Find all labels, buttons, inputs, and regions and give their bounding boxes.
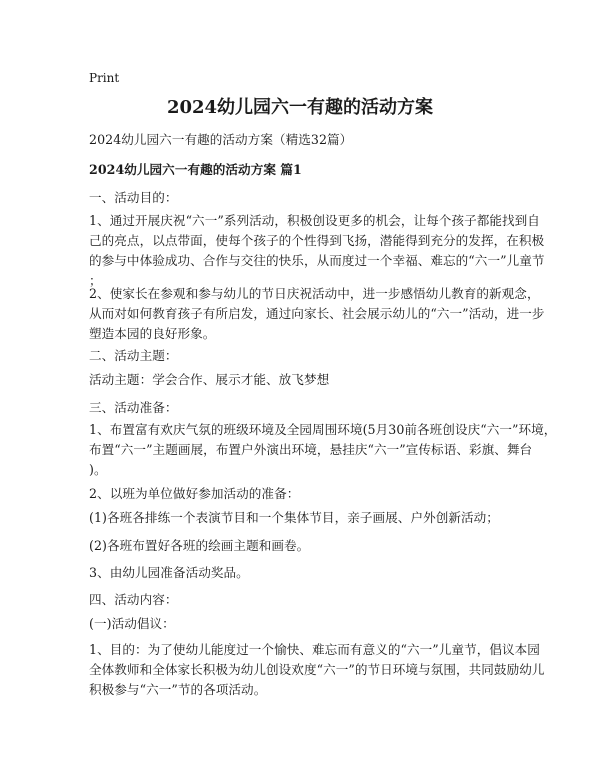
paragraph-purpose-2 (89, 284, 545, 344)
document-title: 2024幼儿园六一有趣的活动方案 (166, 97, 434, 118)
theme-text: 活动主题：学会合作、展示才能、放飞梦想 (89, 372, 330, 387)
paragraph-line: 1、布置富有欢庆气氛的班级环境及全园周围环境(5月30前各班创设庆“六一”环境， (89, 422, 557, 437)
document-subtitle: 2024幼儿园六一有趣的活动方案（精选32篇） (89, 132, 353, 147)
heading-preparation: 三、活动准备： (89, 400, 178, 415)
section-heading: 2024幼儿园六一有趣的活动方案 篇1 (89, 162, 302, 177)
paragraph-preparation-2-1: (1)各班各排练一个表演节目和一个集体节目，亲子画展、户外创新活动； (89, 510, 499, 525)
heading-theme: 二、活动主题： (89, 348, 178, 363)
paragraph-line: 布置“六一”主题画展，布置户外演出环境，悬挂庆“六一”宣传标语、彩旗、舞台 (89, 442, 533, 457)
paragraph-preparation-3: 3、由幼儿园准备活动奖品。 (89, 565, 249, 580)
paragraph-line: 从而对如何教育孩子有所启发，通过向家长、社会展示幼儿的“六一”活动，进一步 (89, 306, 545, 321)
paragraph-preparation-1 (89, 420, 557, 480)
heading-content: 四、活动内容： (89, 592, 178, 607)
heading-purpose: 一、活动目的： (89, 190, 178, 205)
paragraph-initiative-1 (89, 640, 545, 700)
paragraph-line: 积极参与“六一”节的各项活动。 (89, 682, 267, 697)
paragraph-purpose-1 (89, 211, 545, 291)
paragraph-line: 的参与中体验成功、合作与交往的快乐，从而度过一个幸福、难忘的“六一”儿童节 (89, 253, 545, 268)
paragraph-preparation-2: 2、以班为单位做好参加活动的准备： (89, 486, 300, 501)
print-label: Print (89, 71, 120, 85)
paragraph-preparation-2-2: (2)各班布置好各班的绘画主题和画卷。 (89, 538, 310, 553)
paragraph-line: 1、通过开展庆祝“六一”系列活动，积极创设更多的机会，让每个孩子都能找到自 (89, 213, 540, 228)
paragraph-line: 1、目的：为了使幼儿能度过一个愉快、难忘而有意义的“六一”儿童节，倡议本园 (89, 642, 540, 657)
paragraph-line: 己的亮点，以点带面，使每个孩子的个性得到飞扬，潜能得到充分的发挥，在积极 (89, 233, 545, 248)
paragraph-line: 塑造本园的良好形象。 (89, 326, 216, 341)
heading-initiative: (一)活动倡议： (89, 616, 175, 631)
paragraph-line: 2、使家长在参观和参与幼儿的节日庆祝活动中，进一步感悟幼儿教育的新观念， (89, 286, 540, 301)
paragraph-line: )。 (89, 462, 107, 477)
paragraph-line: ； (89, 273, 102, 288)
paragraph-line: 全体教师和全体家长积极为幼儿创设欢度“六一”的节日环境与氛围，共同鼓励幼儿 (89, 662, 545, 677)
